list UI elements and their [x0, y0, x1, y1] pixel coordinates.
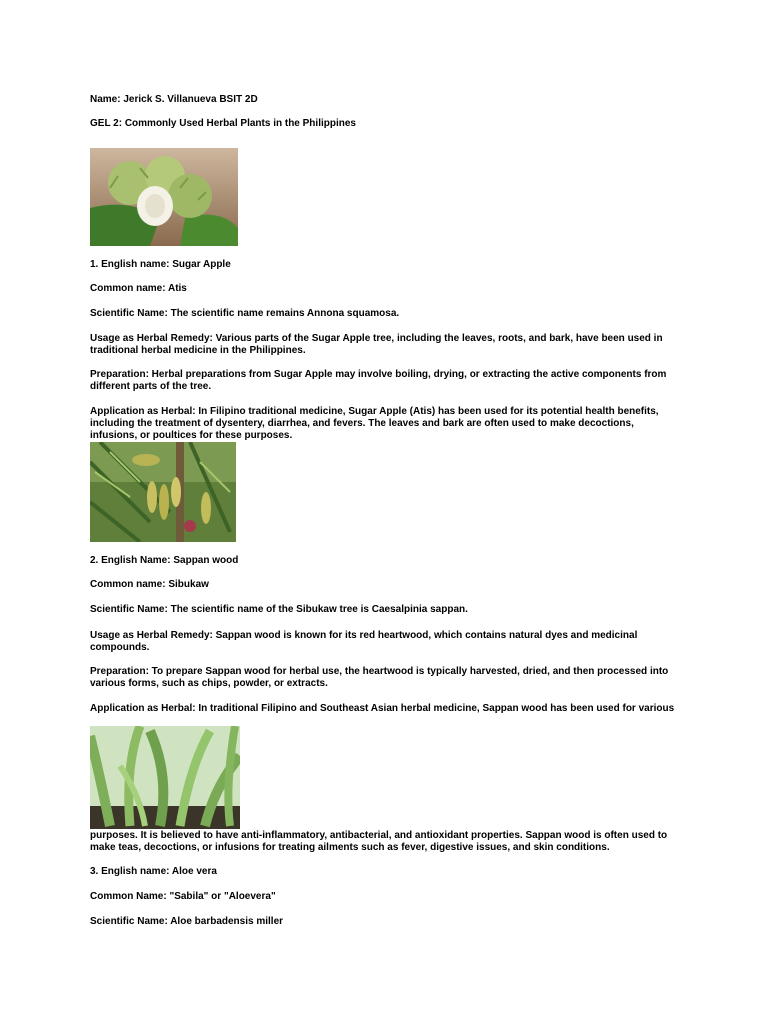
- plant-1-preparation: Preparation: Herbal preparations from Sugar Apple may involve boiling, drying, or extracting the active components from different parts of the tree.: [90, 369, 667, 392]
- plant-2-application-continued: purposes. It is believed to have anti-inflammatory, antibacterial, and antioxidant properties. Sappan wood is often used to make teas, decoctions, or infusions for treating ailments such as fever, digestive issues, and skin conditions.: [90, 830, 668, 853]
- plant-3-scientific-name: Scientific Name: Aloe barbadensis miller: [90, 916, 284, 927]
- course-title-line: GEL 2: Commonly Used Herbal Plants in the Philippines: [90, 118, 356, 129]
- plant-2-english-name: 2. English Name: Sappan wood: [90, 555, 239, 566]
- sappan-wood-photo: [90, 442, 236, 542]
- plant-2-application-start: Application as Herbal: In traditional Filipino and Southeast Asian herbal medicine, Sappan wood has been used for various: [90, 703, 675, 714]
- plant-1-scientific-name: Scientific Name: The scientific name remains Annona squamosa.: [90, 308, 400, 319]
- aloe-vera-photo: [90, 726, 240, 829]
- plant-1-application: Application as Herbal: In Filipino traditional medicine, Sugar Apple (Atis) has been used for its potential health benefits, including the treatment of dysentery, diarrhea, and fevers. The leaves and bark are often used to make decoctions, infusions, or poultices for these purposes.: [90, 406, 659, 441]
- plant-2-common-name: Common name: Sibukaw: [90, 579, 209, 590]
- plant-3-common-name: Common Name: "Sabila" or "Aloevera": [90, 891, 276, 902]
- sugar-apple-photo: [90, 148, 238, 246]
- plant-3-english-name: 3. English name: Aloe vera: [90, 866, 217, 877]
- plant-1-common-name: Common name: Atis: [90, 283, 187, 294]
- plant-2-usage: Usage as Herbal Remedy: Sappan wood is known for its red heartwood, which contains natural dyes and medicinal compounds.: [90, 630, 638, 653]
- plant-2-scientific-name: Scientific Name: The scientific name of the Sibukaw tree is Caesalpinia sappan.: [90, 604, 468, 615]
- plant-2-preparation: Preparation: To prepare Sappan wood for herbal use, the heartwood is typically harvested, dried, and then processed into various forms, such as chips, powder, or extracts.: [90, 666, 669, 689]
- student-name-line: Name: Jerick S. Villanueva BSIT 2D: [90, 94, 258, 105]
- plant-1-english-name: 1. English name: Sugar Apple: [90, 259, 231, 270]
- plant-1-usage: Usage as Herbal Remedy: Various parts of the Sugar Apple tree, including the leaves, roots, and bark, have been used in traditional herbal medicine in the Philippines.: [90, 333, 663, 356]
